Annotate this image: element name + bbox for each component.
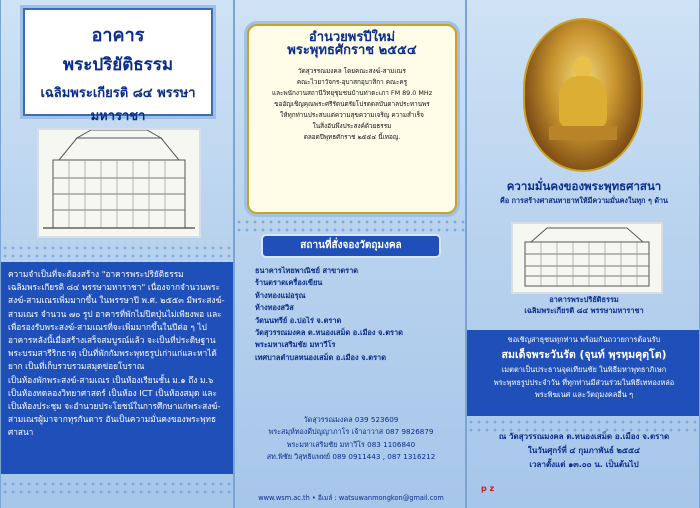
list-item: ห้างทองแม่อรุณ — [255, 290, 306, 300]
order-locations-header: สถานที่สั่งจองวัตถุมงคล — [263, 236, 439, 256]
contact-line: พระสมุห์ทองดีปญญาภาโร เจ้าอาวาส 087 9826879 — [268, 427, 434, 437]
buddha-image-photo — [523, 18, 643, 172]
when-line: เวลาตั้งแต่ ๑๓.๐๐ น. เป็นต้นไป — [529, 460, 639, 469]
list-item: พระมหาเสริมชัย มหาวีโร — [255, 340, 336, 350]
order-locations-list — [255, 265, 455, 364]
title-line-1: อาคาร — [91, 25, 145, 46]
greeting-line: ให้ทุกท่านประสบแต่ความสุขความเจริญ ความสำเร็จ — [280, 111, 424, 119]
new-year-greeting-card — [247, 24, 457, 214]
middle-panel — [234, 0, 466, 508]
greeting-line: วัดสุวรรณมงคล โดยคณะสงฆ์-สามเณร — [298, 67, 406, 75]
building-caption — [475, 294, 693, 316]
left-panel — [0, 0, 234, 508]
stability-subtitle: คือ การสร้างศาสนทายาทให้มีความมั่นคงในทุก ๆ ด้าน — [500, 196, 668, 205]
greeting-title-1: อำนวยพรปีใหม่ — [308, 30, 396, 45]
greeting-line: ขออัญเชิญคุณพระศรีรัตนตรัยโปรดดลบันดาลประทานพร — [274, 100, 430, 108]
list-item: ร้านตราดเครื่องเขียน — [255, 278, 323, 288]
invite-line: ขอเชิญสาธุชนทุกท่าน พร้อมกันถวายการต้อนรับ — [507, 335, 661, 344]
greeting-title-2: พระพุทธศักราช ๒๕๕๔ — [287, 43, 417, 58]
stability-title: ความมั่นคงของพระพุทธศาสนา — [506, 179, 662, 193]
title-line-4: มหาราชา — [90, 109, 146, 124]
caption-line: อาคารพระปริยัติธรรม — [549, 295, 619, 304]
when-line: ในวันศุกร์ที่ ๔ กุมภาพันธ์ ๒๕๕๔ — [527, 446, 641, 455]
caption-line: เฉลิมพระเกียรติ ๘๔ พรรษามหาราชา — [524, 306, 644, 315]
building-sketch-image — [37, 128, 201, 238]
buddha-body — [559, 76, 607, 128]
greeting-line: ในสิ่งอันพึงประสงค์ด้วยธรรม — [312, 122, 392, 130]
title-line-3: เฉลิมพระเกียรติ ๘๔ พรรษา — [40, 86, 196, 101]
invite-presider-name: สมเด็จพระวันรัต (จุนท์ พฺรหฺมคุตฺโต) — [501, 349, 667, 362]
website-email-footer: www.wsm.ac.th • อีเมล์ : watsuwanmongkon@gmail.com — [258, 494, 444, 502]
list-item: วัดนนทรีย์ อ.บ่อไร่ จ.ตราด — [255, 315, 342, 325]
building-title-box — [23, 8, 213, 124]
title-line-2: พระปริยัติธรรม — [62, 55, 174, 75]
ceremony-invitation-box — [467, 330, 700, 416]
greeting-line: และพนักงานสถานีวิทยุชุมชนบ้านท่าตะเภา FM 89.0 MHz — [271, 89, 433, 97]
greeting-line: ตลอดปีพุทธศักราช ๒๕๕๔ นี้เทอญ. — [303, 133, 401, 141]
list-item: ห้างทองสวิส — [255, 303, 294, 313]
building-description-box — [1, 262, 234, 474]
buddha-head — [574, 56, 592, 78]
right-panel — [466, 0, 700, 508]
list-item: ธนาคารไทยพาณิชย์ สาขาตราด — [255, 266, 359, 275]
invite-line: เมตตาเป็นประธานจุดเทียนชัย ในพิธีมหาพุทธาภิเษก — [501, 365, 667, 375]
contact-line: พระมหาเสริมชัย มหาวีโร 083 1106840 — [286, 439, 416, 449]
contact-info — [241, 414, 461, 464]
building-description-text: ความจำเป็นที่จะต้องสร้าง "อาคารพระปริยัติธรรม เฉลิมพระเกียรติ ๘๔ พรรษามหาราชา" เนื่องจากจำนวนพระสงฆ์-สามเณรเพิ่มมากขึ้น ในพรรษาปี พ.ศ. ๒๕๕๓ มีพระสงฆ์-สามเณร จำนวน ๗๐ รูป อาคารที่พักไม่ปิดปุ่นไม่เพียงพอ และเพื่อรองรับพระสงฆ์-สามเณรที่จะเพิ่มมากขึ้นในปีต่อ ๆ ไป อาคารหลังนี้เมื่อสร้างเสร็จสมบูรณ์แล้ว จะเป็นที่ประดิษฐานพระบรมสารีริกธาตุ เป็นที่พักกัมพระพุทธรูปเก่าแก่และหาได้ยาก เป็นที่เก็บรวบรวมสมุดข่อยโบราณ เป็นห้องพักพระสงฆ์-สามเณร เป็นห้องเรียนชั้น ม.๑ ถึง ม.๖ เป็นห้องทดลองวิทยาศาสตร์ เป็นห้อง ICT เป็นห้องสมุด และเป็นห้องประชุม จะอำนวยประโยชน์ในการศึกษาแก่พระสงฆ์-สามเณรผู้มาจากทุรกันดาร อันเป็นความมั่นคงของพระพุทธศาสนา — [8, 269, 225, 438]
ceremony-time-place — [467, 430, 700, 472]
when-line: ณ วัดสุวรรณมงคล ต.หนองเสม็ด อ.เมือง จ.ตราด — [498, 432, 670, 441]
buddha-base — [549, 126, 617, 140]
dot-divider-bottom — [1, 480, 233, 494]
contact-line: วัดสุวรรณมงคล 039 523609 — [303, 415, 399, 424]
page-stamp-mark: p z — [481, 484, 495, 493]
building-sketch-image-small — [511, 222, 663, 294]
dot-divider — [1, 244, 233, 258]
list-item: เทศบาลตำบลหนองเสม็ด อ.เมือง จ.ตราด — [255, 352, 387, 362]
list-item: วัดสุวรรณมงคล ต.หนองเสม็ด อ.เมือง จ.ตราด — [255, 328, 403, 338]
invite-line: พระพุทธรูปประจำวัน ที่ทุกท่านมีส่วนร่วมในพิธีเททองหล่อ — [493, 377, 675, 387]
greeting-line: คณะไวยาวัจกร-อุบาสกอุบาสิกา คณะครู — [296, 78, 408, 86]
invite-line: พระพิฆเนศ และวัตถุมงคลอื่น ๆ — [534, 389, 634, 399]
contact-line: สท.พิชัย วิสุทธิแพทย์ 089 0911443 , 087 1316212 — [266, 452, 436, 462]
dot-divider — [235, 218, 465, 232]
